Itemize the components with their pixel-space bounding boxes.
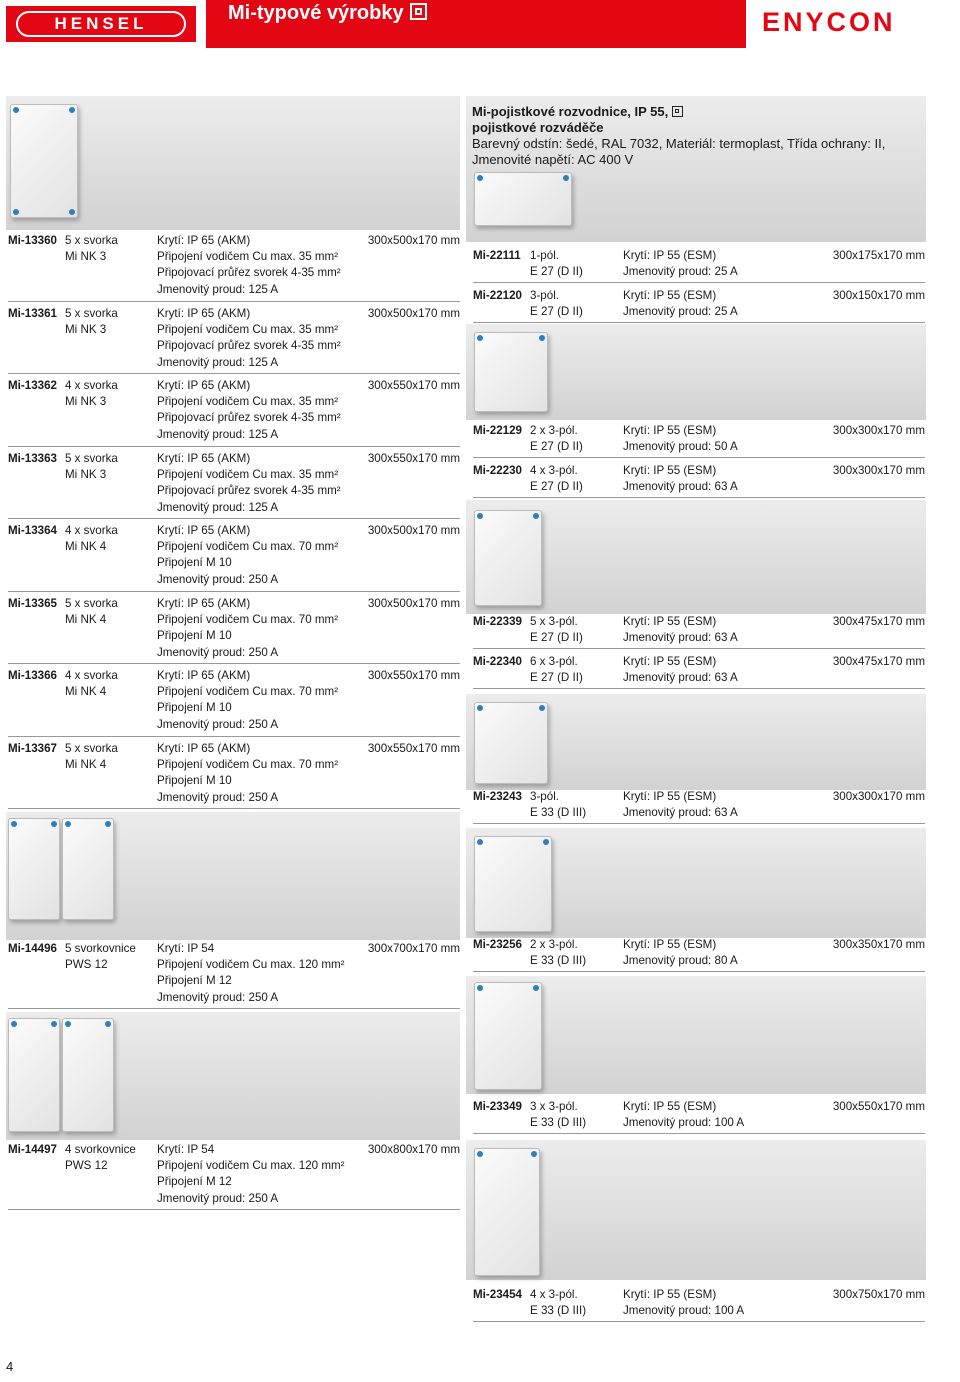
row-divider	[8, 301, 460, 302]
product-spec-line: Jmenovitý proud: 63 A	[623, 480, 738, 494]
product-spec-line: Krytí: IP 55 (ESM)	[623, 289, 717, 302]
product-variant-line: E 27 (D II)	[530, 671, 583, 685]
product-variant-line: Mi NK 3	[65, 323, 107, 337]
enclosure-photo	[10, 104, 78, 218]
product-dimensions: 300x475x170 mm	[832, 655, 925, 668]
product-spec-line: Jmenovitý proud: 25 A	[623, 305, 738, 319]
product-dimensions: 300x550x170 mm	[367, 669, 460, 682]
product-variant	[530, 937, 586, 969]
section-title-line: Mi-pojistkové rozvodnice, IP 55,	[472, 104, 669, 119]
row-divider	[8, 1008, 460, 1009]
row-divider	[8, 446, 460, 447]
product-specs	[157, 523, 338, 588]
product-spec-line: Připojení vodičem Cu max. 35 mm²	[157, 323, 339, 337]
product-dimensions: 300x550x170 mm	[367, 452, 460, 465]
product-photo-band	[6, 96, 460, 230]
row-divider	[8, 663, 460, 664]
enclosure-photo	[474, 702, 548, 784]
row-divider	[473, 688, 925, 689]
product-variant-line: E 27 (D II)	[530, 305, 583, 319]
product-specs	[157, 941, 345, 1006]
enclosure-photo	[474, 510, 542, 606]
product-variant	[530, 614, 583, 646]
product-variant	[530, 288, 583, 320]
product-variant	[65, 596, 118, 628]
product-variant	[530, 1287, 586, 1319]
product-specs	[157, 741, 338, 806]
product-code: Mi-23454	[473, 1288, 522, 1301]
row-divider	[8, 1209, 460, 1210]
product-spec-line: Krytí: IP 54	[157, 942, 215, 955]
product-spec-line: Připojení vodičem Cu max. 70 mm²	[157, 685, 339, 699]
product-code: Mi-23349	[473, 1100, 522, 1113]
product-spec-line: Krytí: IP 55 (ESM)	[623, 790, 717, 803]
product-variant-line: Mi NK 3	[65, 250, 107, 264]
product-dimensions: 300x500x170 mm	[367, 597, 460, 610]
product-code: Mi-13362	[8, 379, 57, 392]
product-specs	[623, 937, 738, 969]
enclosure-photo	[474, 836, 552, 932]
product-variant-line: E 33 (D III)	[530, 954, 587, 968]
product-variant	[530, 423, 583, 455]
product-spec-line: Připojení M 10	[157, 701, 232, 715]
product-spec-line: Krytí: IP 65 (AKM)	[157, 597, 251, 610]
product-specs	[157, 306, 341, 371]
row-divider	[473, 823, 925, 824]
product-variant	[65, 523, 118, 555]
product-variant-line: 5 x svorka	[65, 597, 118, 610]
product-variant	[65, 233, 118, 265]
product-variant-line: E 33 (D III)	[530, 1304, 587, 1318]
enclosure-photo	[62, 818, 114, 920]
product-code: Mi-22339	[473, 615, 522, 628]
hensel-logo	[6, 6, 196, 42]
product-variant-line: Mi NK 4	[65, 540, 107, 554]
product-specs	[623, 789, 738, 821]
product-variant-line: 5 svorkovnice	[65, 942, 136, 955]
product-photo-band	[466, 694, 926, 790]
row-divider	[8, 808, 460, 809]
product-specs	[157, 451, 341, 516]
product-photo-band	[466, 828, 926, 938]
product-dimensions: 300x800x170 mm	[367, 1143, 460, 1156]
product-code: Mi-14497	[8, 1143, 57, 1156]
section-description: Jmenovité napětí: AC 400 V	[472, 152, 634, 167]
product-variant-line: E 27 (D II)	[530, 440, 583, 454]
row-divider	[473, 1321, 925, 1322]
product-variant	[65, 451, 118, 483]
product-variant-line: 2 x 3-pól.	[530, 938, 578, 951]
product-spec-line: Jmenovitý proud: 250 A	[157, 717, 279, 731]
product-code: Mi-13364	[8, 524, 57, 537]
product-variant-line: 3-pól.	[530, 790, 560, 803]
product-dimensions: 300x150x170 mm	[832, 289, 925, 302]
product-spec-line: Jmenovitý proud: 125 A	[157, 500, 279, 514]
product-photo-band	[466, 1140, 926, 1280]
product-code: Mi-13367	[8, 742, 57, 755]
product-spec-line: Jmenovitý proud: 125 A	[157, 355, 279, 369]
product-spec-line: Připojení vodičem Cu max. 35 mm²	[157, 468, 339, 482]
page-title	[228, 2, 427, 25]
product-variant	[530, 463, 583, 495]
product-variant-line: 5 x svorka	[65, 307, 118, 320]
product-code: Mi-22230	[473, 464, 522, 477]
product-spec-line: Krytí: IP 65 (AKM)	[157, 742, 251, 755]
product-spec-line: Jmenovitý proud: 80 A	[623, 954, 738, 968]
product-spec-line: Krytí: IP 55 (ESM)	[623, 464, 717, 477]
row-divider	[473, 497, 925, 498]
product-variant-line: E 33 (D III)	[530, 1116, 587, 1130]
product-spec-line: Krytí: IP 65 (AKM)	[157, 452, 251, 465]
product-specs	[623, 1099, 744, 1131]
product-spec-line: Připojení M 10	[157, 774, 232, 788]
row-divider	[473, 648, 925, 649]
product-spec-line: Připojení vodičem Cu max. 35 mm²	[157, 250, 339, 264]
product-code: Mi-13361	[8, 307, 57, 320]
section-title	[472, 104, 922, 168]
product-variant-line: 5 x svorka	[65, 452, 118, 465]
product-spec-line: Jmenovitý proud: 250 A	[157, 572, 279, 586]
product-variant	[65, 668, 118, 700]
product-spec-line: Jmenovitý proud: 63 A	[623, 631, 738, 645]
product-spec-line: Krytí: IP 65 (AKM)	[157, 307, 251, 320]
product-specs	[623, 1287, 744, 1319]
product-dimensions: 300x350x170 mm	[832, 938, 925, 951]
product-specs	[623, 288, 738, 320]
product-spec-line: Krytí: IP 55 (ESM)	[623, 249, 717, 262]
row-divider	[8, 736, 460, 737]
product-code: Mi-13366	[8, 669, 57, 682]
product-variant	[65, 741, 118, 773]
product-photo-band	[466, 976, 926, 1094]
product-specs	[623, 248, 738, 280]
product-variant-line: 3 x 3-pól.	[530, 1100, 578, 1113]
product-spec-line: Jmenovitý proud: 63 A	[623, 671, 738, 685]
product-dimensions: 300x750x170 mm	[832, 1288, 925, 1301]
product-variant-line: 2 x 3-pól.	[530, 424, 578, 437]
section-title-line: pojistkové rozváděče	[472, 120, 604, 135]
product-spec-line: Připojení M 12	[157, 1175, 232, 1189]
product-specs	[623, 654, 738, 686]
product-variant-line: 4 x 3-pól.	[530, 464, 578, 477]
product-dimensions: 300x175x170 mm	[832, 249, 925, 262]
product-code: Mi-13365	[8, 597, 57, 610]
product-spec-line: Krytí: IP 65 (AKM)	[157, 379, 251, 392]
product-spec-line: Připojení vodičem Cu max. 70 mm²	[157, 758, 339, 772]
product-specs	[157, 378, 341, 443]
product-spec-line: Jmenovitý proud: 100 A	[623, 1304, 745, 1318]
product-dimensions: 300x300x170 mm	[832, 424, 925, 437]
product-variant	[530, 248, 583, 280]
product-variant-line: Mi NK 4	[65, 613, 107, 627]
product-spec-line: Připojení M 12	[157, 974, 232, 988]
product-variant-line: Mi NK 3	[65, 468, 107, 482]
product-spec-line: Krytí: IP 55 (ESM)	[623, 1100, 717, 1113]
product-code: Mi-23256	[473, 938, 522, 951]
double-insulation-icon	[410, 3, 427, 20]
product-specs	[623, 423, 738, 455]
enclosure-photo	[62, 1018, 114, 1132]
product-variant-line: 3-pól.	[530, 289, 560, 302]
product-photo-band	[6, 812, 460, 940]
enclosure-photo	[474, 1148, 540, 1276]
product-variant-line: 5 x svorka	[65, 234, 118, 247]
product-variant	[65, 378, 118, 410]
product-variant	[65, 306, 118, 338]
product-spec-line: Jmenovitý proud: 250 A	[157, 790, 279, 804]
product-specs	[623, 614, 738, 646]
row-divider	[473, 971, 925, 972]
product-spec-line: Připojení vodičem Cu max. 70 mm²	[157, 613, 339, 627]
product-variant-line: E 27 (D II)	[530, 480, 583, 494]
product-dimensions: 300x550x170 mm	[367, 742, 460, 755]
product-spec-line: Jmenovitý proud: 125 A	[157, 427, 279, 441]
product-dimensions: 300x300x170 mm	[832, 790, 925, 803]
product-variant-line: 4 x svorka	[65, 379, 118, 392]
product-code: Mi-23243	[473, 790, 522, 803]
enclosure-photo	[474, 332, 548, 412]
product-spec-line: Připojovací průřez svorek 4-35 mm²	[157, 484, 341, 498]
product-variant-line: 4 x 3-pól.	[530, 1288, 578, 1301]
product-dimensions: 300x550x170 mm	[367, 379, 460, 392]
product-spec-line: Krytí: IP 55 (ESM)	[623, 615, 717, 628]
product-dimensions: 300x475x170 mm	[832, 615, 925, 628]
product-specs	[157, 233, 341, 298]
product-code: Mi-22340	[473, 655, 522, 668]
product-dimensions: 300x700x170 mm	[367, 942, 460, 955]
product-variant	[65, 941, 136, 973]
product-spec-line: Připojení M 10	[157, 629, 232, 643]
section-description: Barevný odstín: šedé, RAL 7032, Materiál: termoplast, Třída ochrany: II,	[472, 136, 886, 151]
product-spec-line: Jmenovitý proud: 63 A	[623, 806, 738, 820]
product-variant	[530, 789, 586, 821]
enclosure-photo	[8, 1018, 60, 1132]
product-spec-line: Připojení vodičem Cu max. 120 mm²	[157, 1159, 345, 1173]
enycon-logo: ENYCON	[762, 7, 896, 37]
product-variant-line: Mi NK 3	[65, 395, 107, 409]
product-variant-line: 4 x svorka	[65, 669, 118, 682]
product-variant-line: E 27 (D II)	[530, 631, 583, 645]
product-code: Mi-13363	[8, 452, 57, 465]
product-spec-line: Jmenovitý proud: 25 A	[623, 265, 738, 279]
product-spec-line: Krytí: IP 54	[157, 1143, 215, 1156]
product-photo-band	[6, 1012, 460, 1140]
hensel-logo-text: HENSEL	[16, 11, 186, 37]
product-code: Mi-22120	[473, 289, 522, 302]
product-variant-line: PWS 12	[65, 958, 108, 972]
product-variant-line: E 33 (D III)	[530, 806, 587, 820]
product-spec-line: Jmenovitý proud: 50 A	[623, 440, 738, 454]
product-variant-line: 4 svorkovnice	[65, 1143, 136, 1156]
product-spec-line: Jmenovitý proud: 250 A	[157, 645, 279, 659]
row-divider	[8, 518, 460, 519]
product-spec-line: Připojovací průřez svorek 4-35 mm²	[157, 266, 341, 280]
title-bar	[206, 0, 746, 48]
row-divider	[473, 322, 925, 323]
product-dimensions: 300x500x170 mm	[367, 307, 460, 320]
row-divider	[8, 591, 460, 592]
enclosure-photo	[8, 818, 60, 920]
product-code: Mi-22111	[473, 249, 521, 262]
row-divider	[473, 1133, 925, 1134]
product-spec-line: Krytí: IP 55 (ESM)	[623, 1288, 717, 1301]
row-divider	[473, 282, 925, 283]
row-divider	[8, 373, 460, 374]
product-spec-line: Jmenovitý proud: 100 A	[623, 1116, 745, 1130]
page-header	[0, 0, 960, 48]
product-variant-line: Mi NK 4	[65, 685, 107, 699]
product-spec-line: Krytí: IP 55 (ESM)	[623, 655, 717, 668]
product-specs	[623, 463, 738, 495]
product-variant	[65, 1142, 136, 1174]
product-variant-line: Mi NK 4	[65, 758, 107, 772]
product-variant-line: 6 x 3-pól.	[530, 655, 578, 668]
product-spec-line: Připojovací průřez svorek 4-35 mm²	[157, 339, 341, 353]
product-spec-line: Připojení vodičem Cu max. 70 mm²	[157, 540, 339, 554]
product-variant-line: PWS 12	[65, 1159, 108, 1173]
product-spec-line: Jmenovitý proud: 125 A	[157, 282, 279, 296]
product-variant-line: 5 x svorka	[65, 742, 118, 755]
product-code: Mi-22129	[473, 424, 522, 437]
product-variant-line: 5 x 3-pól.	[530, 615, 578, 628]
product-specs	[157, 596, 338, 661]
product-specs	[157, 668, 338, 733]
product-spec-line: Připojovací průřez svorek 4-35 mm²	[157, 411, 341, 425]
row-divider	[473, 457, 925, 458]
product-variant-line: E 27 (D II)	[530, 265, 583, 279]
product-code: Mi-13360	[8, 234, 57, 247]
product-variant	[530, 1099, 586, 1131]
product-photo-band	[466, 324, 926, 420]
double-insulation-icon	[672, 106, 683, 117]
page-number: 4	[6, 1359, 14, 1374]
product-spec-line: Krytí: IP 55 (ESM)	[623, 938, 717, 951]
product-dimensions: 300x500x170 mm	[367, 524, 460, 537]
product-spec-line: Jmenovitý proud: 250 A	[157, 990, 279, 1004]
page-title-text: Mi-typové výrobky	[228, 2, 404, 24]
product-spec-line: Krytí: IP 55 (ESM)	[623, 424, 717, 437]
product-dimensions: 300x550x170 mm	[832, 1100, 925, 1113]
product-spec-line: Jmenovitý proud: 250 A	[157, 1191, 279, 1205]
product-dimensions: 300x500x170 mm	[367, 234, 460, 247]
product-dimensions: 300x300x170 mm	[832, 464, 925, 477]
product-spec-line: Připojení M 10	[157, 556, 232, 570]
product-spec-line: Krytí: IP 65 (AKM)	[157, 234, 251, 247]
product-variant-line: 4 x svorka	[65, 524, 118, 537]
product-specs	[157, 1142, 345, 1207]
enclosure-photo	[474, 982, 542, 1090]
product-spec-line: Krytí: IP 65 (AKM)	[157, 669, 251, 682]
product-photo-band	[466, 500, 926, 614]
product-variant-line: 1-pól.	[530, 249, 560, 262]
product-spec-line: Připojení vodičem Cu max. 120 mm²	[157, 958, 345, 972]
product-code: Mi-14496	[8, 942, 57, 955]
product-spec-line: Krytí: IP 65 (AKM)	[157, 524, 251, 537]
product-spec-line: Připojení vodičem Cu max. 35 mm²	[157, 395, 339, 409]
enclosure-photo	[474, 172, 572, 226]
product-variant	[530, 654, 583, 686]
